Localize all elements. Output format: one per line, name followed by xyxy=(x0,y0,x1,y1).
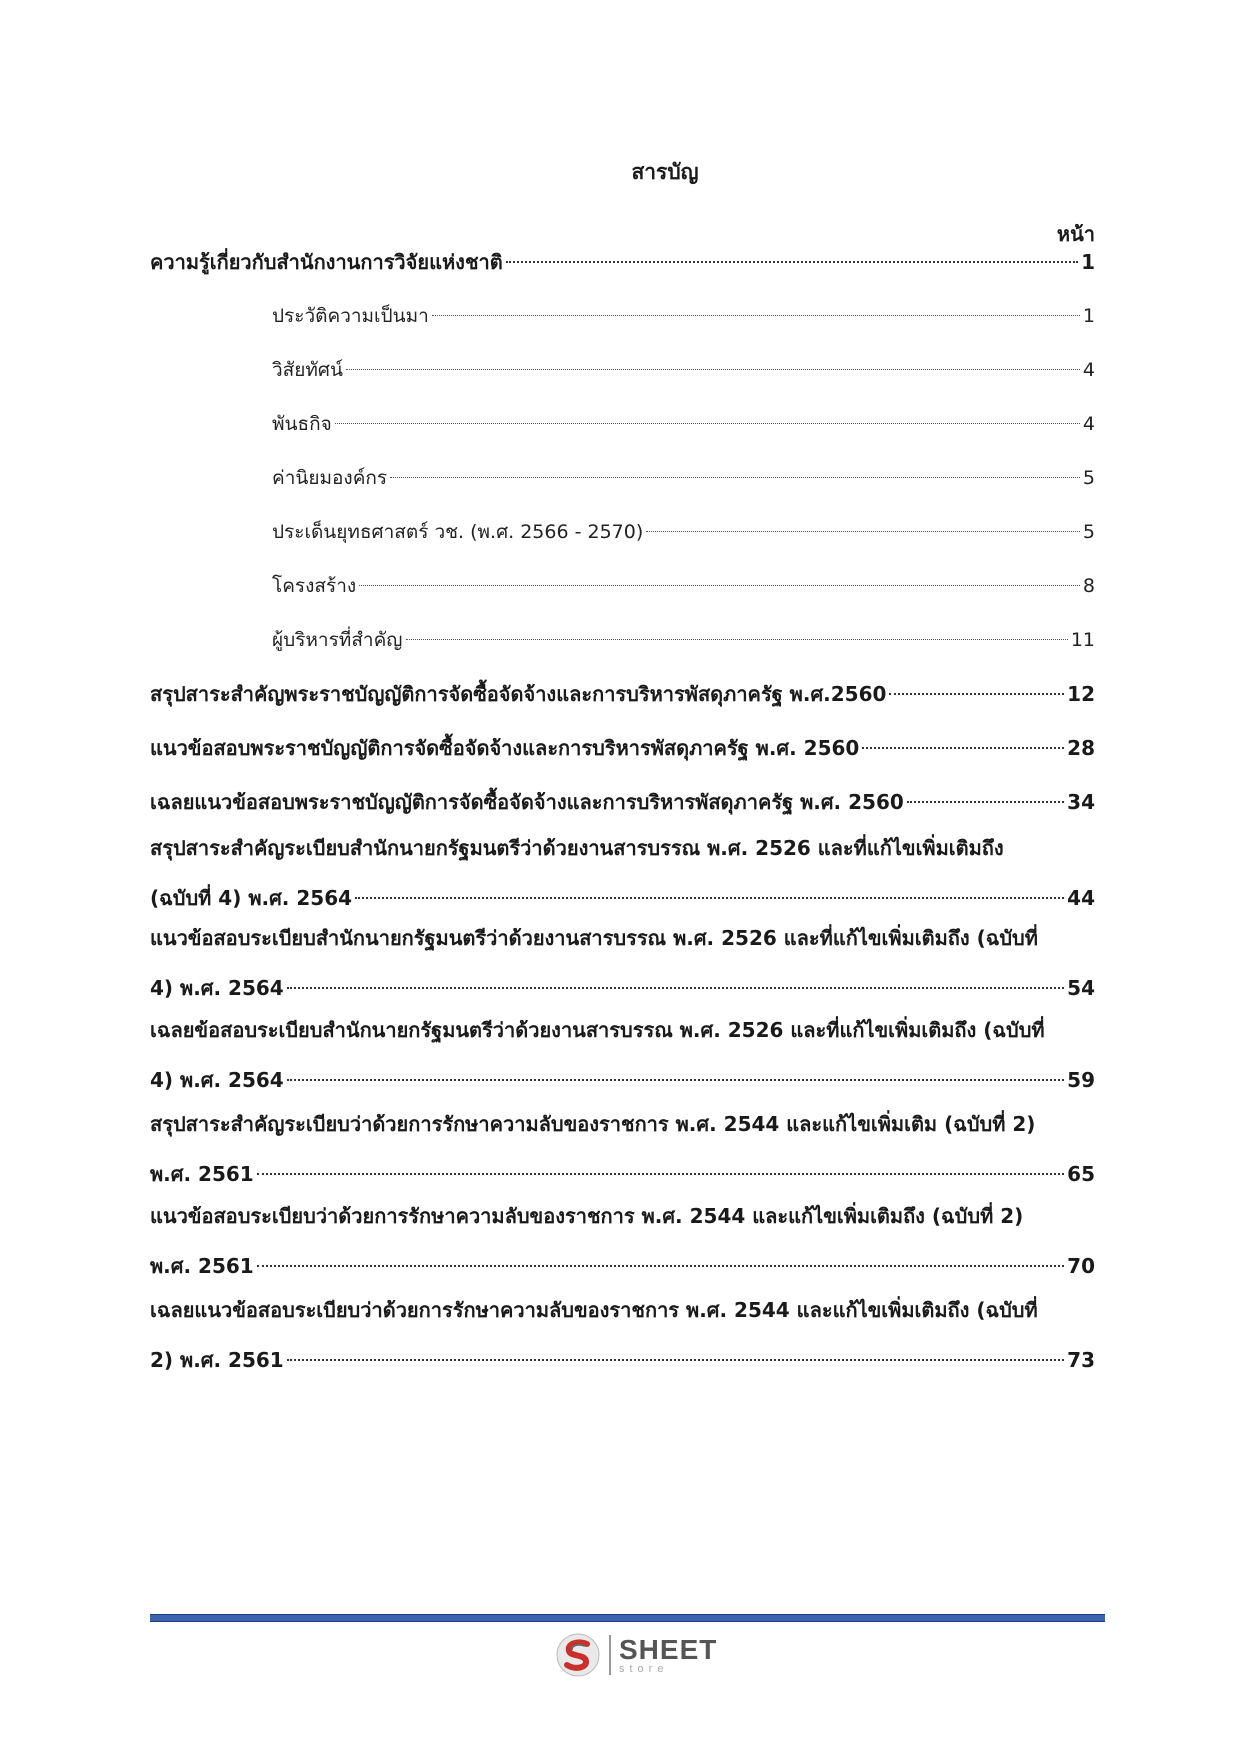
toc-entry-title: แนวข้อสอบระเบียบว่าด้วยการรักษาความลับของราชการ พ.ศ. 2544 และแก้ไขเพิ่มเติมถึง (ฉบับที่ 2) xyxy=(150,1204,1024,1228)
toc-entry xyxy=(272,453,1095,503)
toc-entry-line xyxy=(150,669,1095,719)
toc-entry xyxy=(272,345,1095,395)
dot-leader xyxy=(287,1359,1064,1361)
toc-entry-line xyxy=(150,1055,1095,1105)
toc-entry-page: 70 xyxy=(1067,1254,1095,1278)
dot-leader xyxy=(346,369,1080,370)
toc-entry-title: เฉลยข้อสอบระเบียบสำนักนายกรัฐมนตรีว่าด้วยงานสารบรรณ พ.ศ. 2526 และที่แก้ไขเพิ่มเติมถึง (ฉบับที่ xyxy=(150,1018,1045,1042)
toc-entry-title: (ฉบับที่ 4) พ.ศ. 2564 xyxy=(150,886,353,910)
toc-entry-page: 11 xyxy=(1070,629,1095,651)
toc-entry-page: 44 xyxy=(1067,886,1095,910)
toc-entry-line xyxy=(150,1241,1095,1291)
toc-entry xyxy=(272,291,1095,341)
logo-text-group xyxy=(619,1633,718,1675)
toc-title: สารบัญ xyxy=(631,160,699,184)
toc-entry-line xyxy=(272,615,1095,665)
dot-leader xyxy=(355,897,1064,899)
toc-entry-title: สรุปสาระสำคัญระเบียบว่าด้วยการรักษาความลับของราชการ พ.ศ. 2544 และแก้ไขเพิ่มเติม (ฉบับที่ 2) xyxy=(150,1112,1036,1136)
dot-leader xyxy=(889,693,1064,695)
dot-leader xyxy=(287,987,1064,989)
toc-entry-title: ประเด็นยุทธศาสตร์ วช. (พ.ศ. 2566 - 2570) xyxy=(272,521,644,543)
toc-entry xyxy=(150,1285,1095,1385)
toc-entry-title: แนวข้อสอบระเบียบสำนักนายกรัฐมนตรีว่าด้วยงานสารบรรณ พ.ศ. 2526 และที่แก้ไขเพิ่มเติมถึง (ฉบับที่ xyxy=(150,926,1038,950)
toc-entry-line xyxy=(272,399,1095,449)
toc-entry-title: ความรู้เกี่ยวกับสำนักงานการวิจัยแห่งชาติ xyxy=(150,250,503,274)
toc-entry-line xyxy=(272,453,1095,503)
toc-entry xyxy=(150,1099,1095,1199)
toc-entry-page: 8 xyxy=(1082,575,1095,597)
toc-entry-page: 5 xyxy=(1082,467,1095,489)
dot-leader xyxy=(359,585,1080,586)
toc-entry-title: ผู้บริหารที่สำคัญ xyxy=(272,629,403,651)
dot-leader xyxy=(907,801,1064,803)
dot-leader xyxy=(646,531,1080,532)
toc-entry-line xyxy=(150,1285,1095,1335)
toc-entry-title: โครงสร้าง xyxy=(272,575,357,597)
dot-leader xyxy=(862,747,1064,749)
page-column-header: หน้า xyxy=(1056,222,1095,246)
toc-entry-title: วิสัยทัศน์ xyxy=(272,359,343,381)
toc-entry-page: 34 xyxy=(1067,790,1095,814)
toc-entry-title: พันธกิจ xyxy=(272,413,332,435)
toc-entry-title: สรุปสาระสำคัญพระราชบัญญัติการจัดซื้อจัดจ้างและการบริหารพัสดุภาครัฐ พ.ศ.2560 xyxy=(150,682,887,706)
toc-entry-line xyxy=(150,1005,1095,1055)
toc-entry xyxy=(150,237,1095,287)
dot-leader xyxy=(406,639,1068,640)
toc-entry-title: เฉลยแนวข้อสอบระเบียบว่าด้วยการรักษาความลับของราชการ พ.ศ. 2544 และแก้ไขเพิ่มเติมถึง (ฉบับที่ xyxy=(150,1298,1038,1322)
toc-entry-title: พ.ศ. 2561 xyxy=(150,1162,254,1186)
toc-entry xyxy=(150,1191,1095,1291)
toc-entry-title: 2) พ.ศ. 2561 xyxy=(150,1348,284,1372)
toc-entry-page: 1 xyxy=(1082,305,1095,327)
toc-entry xyxy=(272,507,1095,557)
dot-leader xyxy=(432,315,1080,316)
toc-entry xyxy=(150,1005,1095,1105)
toc-entry-line xyxy=(150,237,1095,287)
dot-leader xyxy=(335,423,1080,424)
toc-entry-page: 1 xyxy=(1081,250,1095,274)
toc-entry-line xyxy=(272,345,1095,395)
toc-entry-line xyxy=(150,1335,1095,1385)
toc-entry-title: ค่านิยมองค์กร xyxy=(272,467,388,489)
dot-leader xyxy=(506,261,1078,263)
toc-entry xyxy=(150,777,1095,827)
toc-entry xyxy=(272,615,1095,665)
toc-entry-page: 12 xyxy=(1067,682,1095,706)
toc-entry xyxy=(150,823,1095,923)
toc-entry xyxy=(150,723,1095,773)
toc-entry-line xyxy=(150,823,1095,873)
toc-entry-page: 4 xyxy=(1082,359,1095,381)
toc-entry-page: 54 xyxy=(1067,976,1095,1000)
dot-leader xyxy=(390,477,1080,478)
toc-entry-page: 59 xyxy=(1067,1068,1095,1092)
logo-sub-text: store xyxy=(619,1662,669,1675)
toc-entry-page: 28 xyxy=(1067,736,1095,760)
toc-entry xyxy=(150,913,1095,1013)
toc-entry-line xyxy=(272,507,1095,557)
toc-entry xyxy=(150,669,1095,719)
dot-leader xyxy=(257,1173,1064,1175)
sheet-logo-icon xyxy=(555,1632,601,1678)
toc-entry-title: 4) พ.ศ. 2564 xyxy=(150,1068,284,1092)
toc-entry-line xyxy=(150,1191,1095,1241)
dot-leader xyxy=(287,1079,1064,1081)
toc-entry-title: เฉลยแนวข้อสอบพระราชบัญญัติการจัดซื้อจัดจ้างและการบริหารพัสดุภาครัฐ พ.ศ. 2560 xyxy=(150,790,904,814)
toc-entry-title: ประวัติความเป็นมา xyxy=(272,305,429,327)
logo-main-text: SHEET xyxy=(619,1633,718,1665)
toc-entry-line xyxy=(272,561,1095,611)
toc-entry-line xyxy=(150,723,1095,773)
sheet-store-logo xyxy=(555,1632,717,1678)
toc-entry xyxy=(272,399,1095,449)
toc-entry-line xyxy=(150,777,1095,827)
toc-entry-line xyxy=(272,291,1095,341)
logo-divider xyxy=(609,1635,611,1675)
toc-entry-page: 73 xyxy=(1067,1348,1095,1372)
toc-entry-page: 65 xyxy=(1067,1162,1095,1186)
toc-entry xyxy=(272,561,1095,611)
toc-entry-line xyxy=(150,913,1095,963)
toc-entry-page: 4 xyxy=(1082,413,1095,435)
toc-entry-title: แนวข้อสอบพระราชบัญญัติการจัดซื้อจัดจ้างและการบริหารพัสดุภาครัฐ พ.ศ. 2560 xyxy=(150,736,860,760)
toc-entry-line xyxy=(150,1099,1095,1149)
dot-leader xyxy=(257,1265,1064,1267)
toc-entry-title: สรุปสาระสำคัญระเบียบสำนักนายกรัฐมนตรีว่าด้วยงานสารบรรณ พ.ศ. 2526 และที่แก้ไขเพิ่มเติมถึง xyxy=(150,836,1004,860)
toc-entry-page: 5 xyxy=(1082,521,1095,543)
toc-entry-title: 4) พ.ศ. 2564 xyxy=(150,976,284,1000)
footer-bar xyxy=(150,1614,1105,1622)
toc-entry-title: พ.ศ. 2561 xyxy=(150,1254,254,1278)
